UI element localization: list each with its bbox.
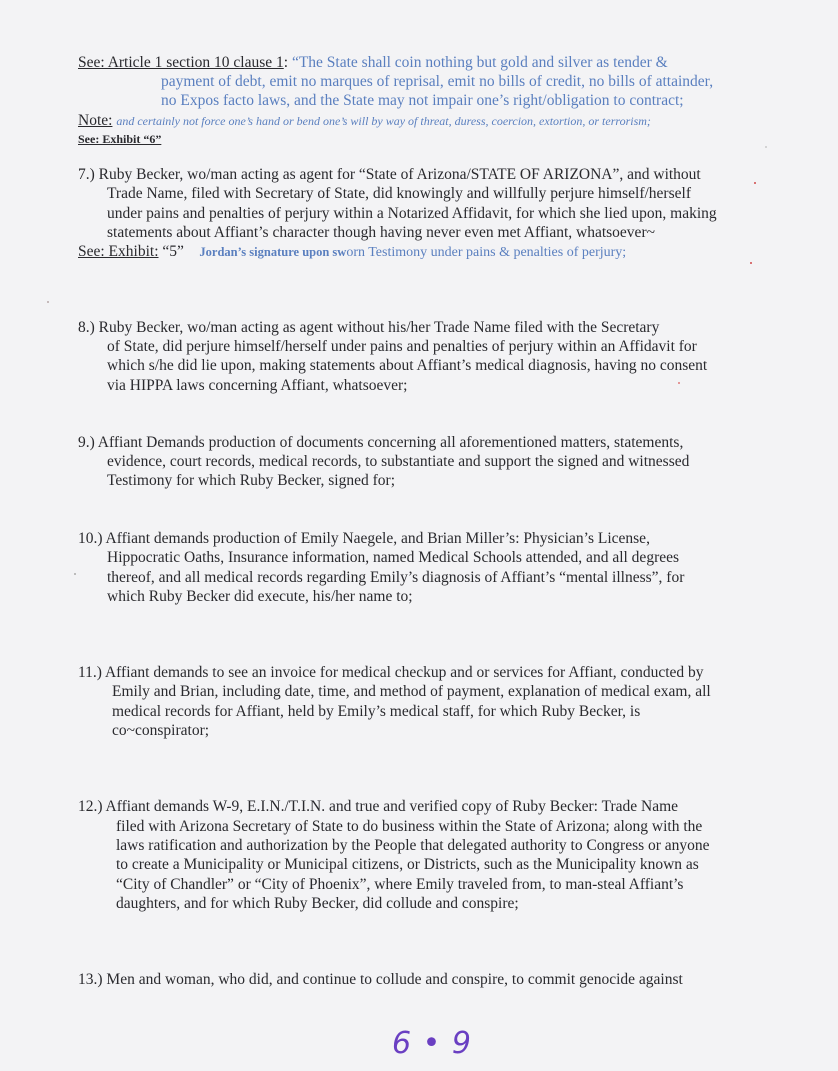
note-text: and certainly not force one’s hand or bend one’s will by way of threat, duress, coercion, extortion, or terrorism; — [116, 114, 651, 128]
para12-line1: 12.) Affiant demands W-9, E.I.N./T.I.N. and true and verified copy of Ruby Becker: Trade Name — [78, 798, 679, 815]
handwritten-page-number: 6 • 9 — [392, 1026, 472, 1061]
para9-line2: evidence, court records, medical records, to substantiate and support the signed and witnessed — [107, 453, 690, 470]
scan-speck — [765, 146, 767, 148]
para7-line1: 7.) Ruby Becker, wo/man acting as agent for “State of Arizona/STATE OF ARIZONA”, and without — [78, 166, 701, 183]
scan-speck — [754, 182, 756, 184]
scan-speck — [678, 382, 680, 384]
quote-line-3: no Expos facto laws, and the State may not impair one’s right/obligation to contract; — [161, 92, 684, 109]
para11-line1: 11.) Affiant demands to see an invoice for medical checkup and or services for Affiant, conducted by — [78, 664, 704, 681]
para11-line4: co~conspirator; — [112, 722, 210, 739]
para13-line1: 13.) Men and woman, who did, and continue to collude and conspire, to commit genocide against — [78, 971, 683, 988]
para10-line3: thereof, and all medical records regarding Emily’s diagnosis of Affiant’s “mental illness”, for — [107, 569, 685, 586]
quote-line-1: “The State shall coin nothing but gold and silver as tender & — [291, 54, 668, 71]
para8-line1: 8.) Ruby Becker, wo/man acting as agent without his/her Trade Name filed with the Secretary — [78, 319, 660, 336]
citation-colon: : — [283, 54, 289, 71]
exhibit-5-line — [78, 243, 626, 262]
para8-line2: of State, did perjure himself/herself under pains and penalties of perjury within an Affidavit for — [107, 338, 697, 355]
para10-line2: Hippocratic Oaths, Insurance information, named Medical Schools attended, and all degrees — [107, 549, 680, 566]
article-citation-label: See: Article 1 section 10 clause 1 — [78, 54, 284, 71]
para8-line4: via HIPPA laws concerning Affiant, whatsoever; — [107, 377, 408, 394]
para12-line6: daughters, and for which Ruby Becker, did collude and conspire; — [116, 895, 519, 912]
article-citation-line — [78, 54, 668, 72]
quote-line-2: payment of debt, emit no marques of reprisal, emit no bills of credit, no bills of attainder, — [161, 73, 714, 90]
scan-speck — [47, 301, 49, 303]
para7-line2: Trade Name, filed with Secretary of State, did knowingly and willfully perjure himself/herself — [107, 185, 691, 202]
para10-line1: 10.) Affiant demands production of Emily Naegele, and Brian Miller’s: Physician’s License, — [78, 530, 650, 547]
para7-line3: under pains and penalties of perjury within a Notarized Affidavit, for which she lied upon, making — [107, 205, 717, 222]
para11-line2: Emily and Brian, including date, time, and method of payment, explanation of medical exam, all — [112, 683, 711, 700]
scan-speck — [750, 262, 752, 264]
signature-note-bold: Jordan’s signature upon sw — [199, 245, 347, 259]
para9-line3: Testimony for which Ruby Becker, signed for; — [107, 472, 395, 489]
note-line — [78, 112, 651, 130]
para11-line3: medical records for Affiant, held by Emily’s medical staff, for which Ruby Becker, is — [112, 703, 641, 720]
signature-note-regular: orn Testimony under pains & penalties of perjury; — [346, 245, 627, 260]
para10-line4: which Ruby Becker did execute, his/her name to; — [107, 588, 413, 605]
para12-line2: filed with Arizona Secretary of State to do business within the State of Arizona; along with the — [116, 818, 703, 835]
para7-line4: statements about Affiant’s character though having never even met Affiant, whatsoever~ — [107, 224, 655, 241]
para12-line4: to create a Municipality or Municipal citizens, or Districts, such as the Municipality known as — [116, 856, 699, 873]
scan-speck — [74, 573, 76, 575]
exhibit-5-label: See: Exhibit: — [78, 243, 159, 260]
para8-line3: which s/he did lie upon, making statements about Affiant’s medical diagnosis, having no consent — [107, 357, 708, 374]
exhibit-6-reference: See: Exhibit “6” — [78, 132, 162, 146]
para9-line1: 9.) Affiant Demands production of documents concerning all aforementioned matters, statements, — [78, 434, 684, 451]
exhibit-5-value: “5” — [158, 243, 184, 260]
para12-line3: laws ratification and authorization by the People that delegated authority to Congress or anyone — [116, 837, 710, 854]
note-label: Note: — [78, 112, 113, 129]
para12-line5: “City of Chandler” or “City of Phoenix”, where Emily traveled from, to man-steal Affiant’s — [116, 876, 684, 893]
